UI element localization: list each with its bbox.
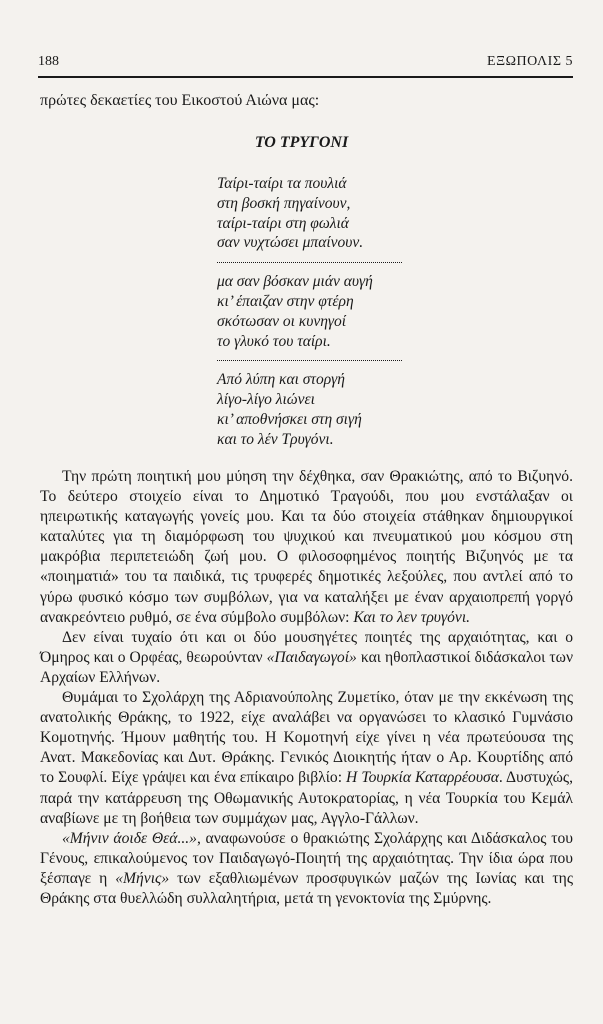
paragraph-italic: «Μήνιν άοιδε Θεά...» [62,829,197,847]
paragraph-italic: «Μήνις» [115,869,170,887]
poem-line: μα σαν βόσκαν μιάν αυγή [217,273,373,291]
running-head: ΕΞΩΠΟΛΙΣ 5 [487,54,573,69]
page-header [38,54,573,78]
paragraph-italic: «Παιδαγωγοί» [266,648,357,666]
paragraph-text: Δεν είναι τυχαίο ότι και οι δύο μουσηγέτες ποιητές της αρχαιότητας, και ο Όμηρος και ο Ορφέας, θεωρούνταν [40,628,573,666]
intro-line: πρώτες δεκαετίες του Εικοστού Αιώνα μας: [40,92,320,109]
paragraph [40,688,573,829]
poem-stanza [217,272,402,351]
paragraph-italic: Η Τουρκία Καταρρέουσα [346,769,499,787]
body-text [40,467,573,909]
paragraph [40,467,573,628]
paragraph-text: Θυμάμαι το Σχολάρχη της Αδριανούπολης Ζυμετίκο, όταν με την εκκένωση της ανατολικής Θράκης, το 1922, είχε αναλάβει να οργανώσει το κλασικό Γυμνάσιο Κομοτηνής. Ήμουν μαθητής του. Η Κομοτηνή είχε γίνει η νέα πρωτεύουσα της Ανατ. Μακεδονίας και Δυτ. Θράκης. Γενικός Διοικητής ήταν ο Αρ. Κουρτίδης από το Σουφλί. Είχε γράψει και ένα επίκαιρο βιβλίο: [40,689,573,787]
poem-stanza [217,370,402,449]
page-number: 188 [38,54,59,69]
poem-line: σκότωσαν οι κυνηγοί [217,312,347,330]
paragraph-text: των εξαθλιωμένων προσφυγικών μαζών της Ιωνίας και της Θράκης στα θυελλώδη συλλαλητήρια, μετά τη γενοκτονία της Σμύρνης. [40,869,574,907]
poem-line: κι’ έπαιζαν στην φτέρη [217,292,354,310]
paragraph-text: Την πρώτη ποιητική μου μύηση την δέχθηκα, σαν Θρακιώτης, από το Βιζυηνό. Το δεύτερο στοιχείο είναι το Δημοτικό Τραγούδι, που μου ενστάλαξαν οι ηπειρωτικής καταγωγής γονείς μου. Και τα δύο στοιχεία στάθηκαν δημιουργικοί καταλύτες για τη διαμόρφωση του ψυχικού και πνευματικού μου κόσμου στη μακρόβια περιπετειώδη ζωή μου. Ο φιλοσοφημένος ποιητής Βιζυηνός με τα «ποιηματιά» του τα παιδικά, τις τρυφερές δημοτικές λεξούλες, που αντλεί από το γύρω φυσικό κόσμο των συμβόλων, για να καταλήξει με έναν αρχαιοπρεπή γοργό ανακρεόντειο ρυθμό, σε ένα σύμβολο συμβόλων: [40,468,573,626]
poem-line: σαν νυχτώσει μπαίνουν. [217,234,364,252]
poem-line: ταίρι-ταίρι στη φωλιά [217,214,349,232]
paragraph [40,628,573,688]
poem-line: και το λέν Τρυγόνι. [217,430,334,448]
dotted-separator [217,262,402,263]
paragraph-text: και ηθοπλαστικοί διδάσκαλοι των Αρχαίων Ελλήνων. [40,648,573,686]
paragraph-text: , αναφωνούσε ο θρακιώτης Σχολάρχης και Διδάσκαλος του Γένους, επικαλούμενος τον Παιδαγωγό-Ποιητή της αρχαιότητας. Την ίδια ώρα που ξέσπαγε η [40,829,573,887]
poem [217,174,402,450]
paragraph-text: . Δυστυχώς, παρά την κατάρρευση της Οθωμανικής Αυτοκρατορίας, η νέα Τουρκία του Κεμάλ αναβίωνε με τη βοήθεια των συμμάχων μας, Αγγλο-Γάλλων. [40,769,573,827]
poem-line: λίγο-λίγο λιώνει [217,391,315,409]
poem-line: στη βοσκή πηγαίνουν, [217,194,351,212]
poem-line: Από λύπη και στοργή [217,371,345,389]
poem-line: το γλυκό του ταίρι. [217,332,331,350]
poem-title: ΤΟ ΤΡΥΓΟΝΙ [254,134,349,151]
paragraph [40,829,573,909]
paragraph-italic: Και το λεν τρυγόνι. [353,608,471,626]
dotted-separator [217,360,402,361]
poem-stanza [217,174,402,253]
poem-line: κι’ αποθνήσκει στη σιγή [217,410,362,428]
poem-line: Ταίρι-ταίρι τα πουλιά [217,175,347,192]
